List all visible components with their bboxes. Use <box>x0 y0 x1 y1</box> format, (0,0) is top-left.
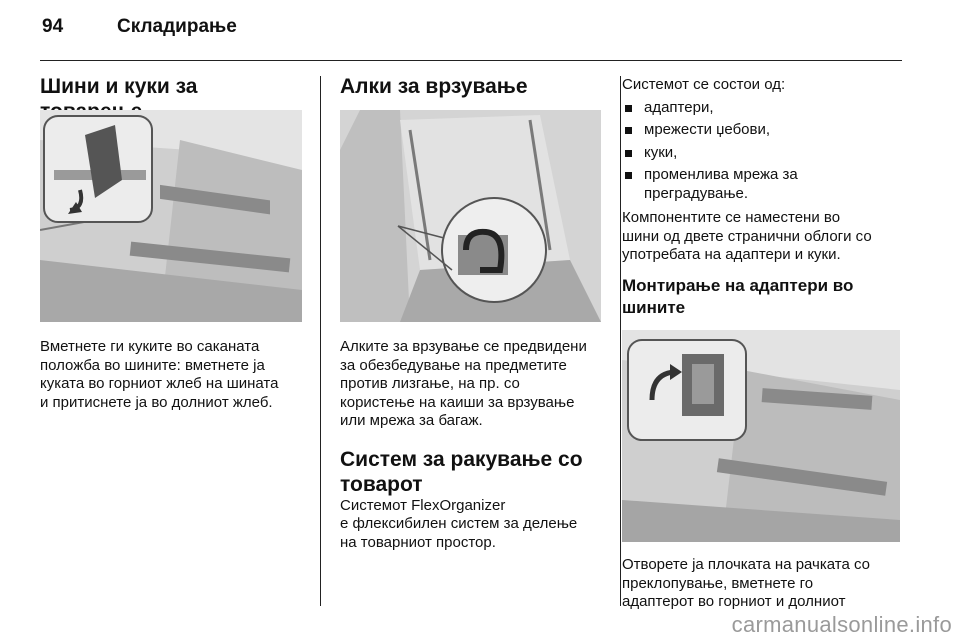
list-item-text: куки, <box>644 143 678 161</box>
paragraph-line: Алките за врзување се предвидени <box>340 338 587 355</box>
heading-cargo-system: товарот <box>340 472 423 496</box>
heading-adapter-mount: шините <box>622 297 686 317</box>
section-title: Складирање <box>117 16 237 37</box>
list-item <box>622 121 912 140</box>
list-item <box>622 166 912 203</box>
figure-rails-hooks <box>40 110 302 322</box>
paragraph-line: Отворете ја плочката на рачката со <box>622 556 870 573</box>
paragraph-line: положба во шините: вметнете ја <box>40 356 265 374</box>
heading-adapter-mount: Монтирање на адаптери во <box>622 275 854 295</box>
page-number: 94 <box>42 16 64 37</box>
rails-hooks-illustration <box>40 110 302 322</box>
tie-down-illustration <box>340 110 601 322</box>
paragraph-line: адаптерот во горниот и долниот <box>622 593 846 610</box>
column-flexorganizer-text <box>622 556 914 612</box>
watermark: carmanualsonline.info <box>731 612 952 637</box>
paragraph-line: на товарниот простор. <box>340 533 496 551</box>
paragraph-line: преклопување, вметнете го <box>622 574 814 592</box>
list-item <box>622 99 912 118</box>
paragraph-line: или мрежа за багаж. <box>340 412 483 429</box>
heading-tie-downs: Алки за врзување <box>340 75 528 98</box>
paragraph-line: користење на каиши за врзување <box>340 393 575 411</box>
heading-rails-hooks: Шини и куки за <box>40 75 198 98</box>
paragraph-line: Вметнете ги куките во саканата <box>40 338 260 355</box>
column-rails-hooks-text <box>40 338 310 412</box>
column-tie-downs <box>340 74 605 99</box>
intro-line: Системот се состои од: <box>622 76 786 93</box>
adapter-mount-illustration <box>622 330 900 542</box>
column-flexorganizer <box>622 76 912 319</box>
paragraph-line: куката во горниот жлеб на шината <box>40 375 279 392</box>
paragraph-line: шини од двете странични облоги со <box>622 227 872 245</box>
list-item-text: мрежести џебови, <box>644 121 771 138</box>
paragraph-line: Компонентите се наместени во <box>622 209 841 226</box>
paragraph-line: е флексибилен систем за делење <box>340 515 578 532</box>
column-divider-2 <box>620 76 621 606</box>
heading-cargo-system: Систем за ракување со <box>340 447 583 471</box>
list-item <box>622 144 912 163</box>
paragraph-line: за обезбедување на предметите <box>340 356 567 374</box>
column-tie-downs-text <box>340 338 610 552</box>
header-rule <box>40 60 902 61</box>
figure-tie-downs <box>340 110 601 322</box>
paragraph-line: употребата на адаптери и куки. <box>622 246 841 263</box>
components-list <box>622 99 912 204</box>
list-item-text: адаптери, <box>644 98 714 116</box>
paragraph-line: Системот FlexOrganizer <box>340 496 506 514</box>
list-item-text: преградување. <box>644 184 749 202</box>
list-item-text: променлива мрежа за <box>644 166 798 183</box>
paragraph-line: и притиснете ја во долниот жлеб. <box>40 393 273 411</box>
figure-adapter-mount <box>622 330 900 542</box>
column-divider-1 <box>320 76 321 606</box>
paragraph-line: против лизгање, на пр. со <box>340 375 520 392</box>
